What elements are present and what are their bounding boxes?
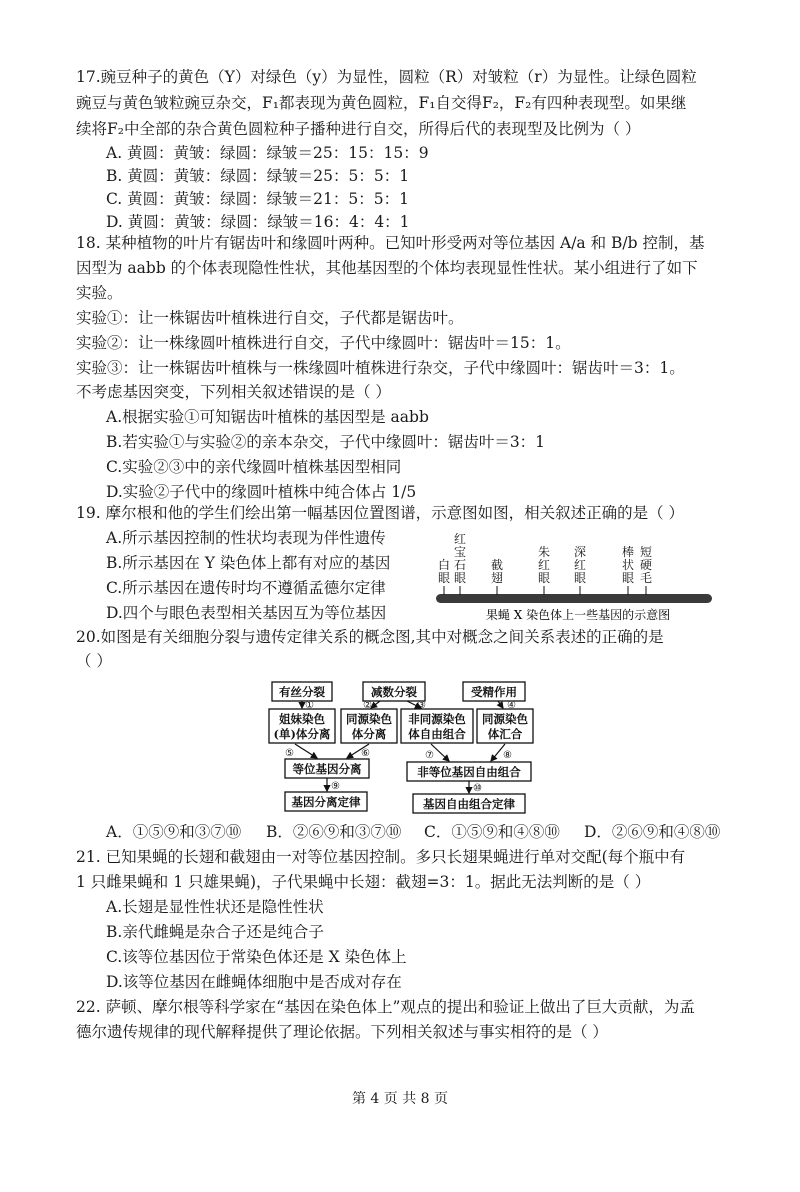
svg-text:截: 截	[490, 558, 504, 572]
svg-text:眼: 眼	[453, 571, 467, 585]
q21-stem-line-2: 1 只雌果蝇和 1 只雄果蝇)，子代果蝇中长翅：截翅=3：1。据此无法判断的是（ ）	[76, 873, 651, 891]
svg-text:有丝分裂: 有丝分裂	[279, 685, 325, 699]
q17-stem-line-3: 续将F₂中全部的杂合黄色圆粒种子播种进行自交，所得后代的表现型及比例为（ ）	[76, 120, 641, 138]
svg-text:深: 深	[573, 545, 587, 559]
q20-option-c: C．①⑤⑨和④⑧⑩	[424, 823, 560, 841]
svg-text:基因分离定律: 基因分离定律	[291, 795, 361, 809]
q17-option-b: B. 黄圆：黄皱：绿圆：绿皱＝25：5：5：1	[106, 167, 410, 185]
svg-text:同源染色: 同源染色	[482, 712, 528, 726]
svg-text:⑦: ⑦	[425, 750, 434, 761]
svg-text:体汇合: 体汇合	[487, 727, 523, 741]
svg-text:基因自由组合定律: 基因自由组合定律	[423, 797, 515, 811]
svg-text:状: 状	[621, 558, 635, 572]
svg-text:⑤: ⑤	[285, 748, 294, 759]
q19-stem: 19. 摩尔根和他的学生们绘出第一幅基因位置图谱，示意图如图，相关叙述正确的是（ ）	[76, 504, 685, 522]
q22-stem-line-2: 德尔遗传规律的现代解释提供了理论依据。下列相关叙述与事实相符的是（ ）	[76, 1023, 608, 1041]
q18-option-b: B.若实验①与实验②的亲本杂交，子代中缘圆叶：锯齿叶＝3：1	[106, 433, 546, 451]
q18-option-d: D.实验②子代中的缘圆叶植株中纯合体占 1/5	[106, 483, 417, 501]
gene-label-ruby-eye	[454, 532, 466, 585]
svg-text:②: ②	[363, 700, 372, 711]
gene-label-bristle	[640, 545, 652, 585]
q20-stem-line-1: 20.如图是有关细胞分裂与遗传定律关系的概念图,其中对概念之间关系表述的正确的是	[76, 628, 664, 646]
q18-stem-line-1: 18. 某种植物的叶片有锯齿叶和缘圆叶两种。已知叶形受两对等位基因 A/a 和 B/b 控制，基	[76, 234, 705, 252]
svg-text:短: 短	[639, 545, 653, 559]
concept-map	[255, 678, 555, 818]
gene-label-bar-eye	[622, 544, 634, 585]
q21-stem-line-1: 21. 已知果蝇的长翅和截翅由一对等位基因控制。多只长翅果蝇进行单对交配(每个瓶中有	[76, 848, 686, 866]
gene-label-cut-wing	[491, 557, 503, 585]
q18-option-c: C.实验②③中的亲代缘圆叶植株基因型相同	[106, 458, 402, 476]
q18-stem-line-4: 不考虑基因突变，下列相关叙述错误的是（ ）	[76, 383, 391, 401]
svg-text:体分离: 体分离	[351, 727, 387, 741]
svg-text:宝: 宝	[453, 545, 467, 559]
q18-experiment-1: 实验①：让一株锯齿叶植株进行自交，子代都是锯齿叶。	[76, 309, 464, 327]
q17-stem-line-2: 豌豆与黄色皱粒豌豆杂交，F₁都表现为黄色圆粒，F₁自交得F₂，F₂有四种表现型。如果继	[76, 94, 687, 112]
chromosome-bar	[436, 594, 712, 603]
svg-text:④: ④	[507, 700, 516, 711]
q20-option-b: B．②⑥⑨和③⑦⑩	[266, 823, 402, 841]
q19-option-b: B.所示基因在 Y 染色体上都有对应的基因	[106, 554, 391, 572]
q18-experiment-3: 实验③：让一株锯齿叶植株与一株缘圆叶植株进行杂交，子代中缘圆叶：锯齿叶＝3：1。	[76, 359, 685, 377]
svg-text:⑥: ⑥	[361, 748, 370, 759]
svg-text:姐妹染色: 姐妹染色	[279, 712, 325, 726]
svg-text:朱: 朱	[537, 545, 551, 559]
q20-option-d: D．②⑥⑨和④⑧⑩	[584, 823, 721, 841]
q18-option-a: A.根据实验①可知锯齿叶植株的基因型是 aabb	[106, 408, 429, 426]
q18-stem-line-2: 因型为 aabb 的个体表现隐性性状，其他基因型的个体均表现显性性状。某小组进行了如下	[76, 259, 698, 277]
svg-text:减数分裂: 减数分裂	[371, 685, 417, 699]
q21-option-b: B.亲代雌蝇是杂合子还是纯合子	[106, 923, 324, 941]
q21-option-d: D.该等位基因在雌蝇体细胞中是否成对存在	[106, 973, 402, 991]
q19-option-c: C.所示基因在遗传时均不遵循孟德尔定律	[106, 579, 386, 597]
svg-text:等位基因分离: 等位基因分离	[292, 762, 362, 776]
svg-text:①: ①	[305, 700, 314, 711]
x-chromosome-figure	[430, 518, 730, 628]
gene-label-white-eye	[438, 558, 450, 585]
svg-text:棒: 棒	[621, 545, 635, 559]
q17-option-c: C. 黄圆：黄皱：绿圆：绿皱＝21：5：5：1	[106, 190, 409, 208]
svg-text:红: 红	[453, 532, 467, 546]
gene-label-carmine-eye	[574, 545, 586, 585]
q19-option-d: D.四个与眼色表型相关基因互为等位基因	[106, 604, 387, 622]
svg-text:眼: 眼	[573, 571, 587, 585]
svg-text:眼: 眼	[621, 571, 635, 585]
svg-text:石: 石	[453, 558, 467, 572]
svg-text:红: 红	[573, 558, 587, 572]
svg-text:③: ③	[417, 700, 426, 711]
q18-experiment-2: 实验②：让一株缘圆叶植株进行自交，子代中缘圆叶：锯齿叶＝15：1。	[76, 334, 571, 352]
figure-caption: 果蝇 X 染色体上一些基因的示意图	[485, 608, 671, 622]
svg-text:白: 白	[437, 558, 451, 572]
q19-option-a: A.所示基因控制的性状均表现为伴性遗传	[106, 529, 386, 547]
q17-option-d: D. 黄圆：黄皱：绿圆：绿皱＝16：4：4：1	[106, 213, 410, 231]
svg-text:硬: 硬	[639, 558, 653, 572]
page-number: 第 4 页 共 8 页	[351, 1091, 449, 1107]
svg-text:体自由组合: 体自由组合	[408, 727, 466, 741]
q17-stem-line-1: 17.豌豆种子的黄色（Y）对绿色（y）为显性，圆粒（R）对皱粒（r）为显性。让绿色圆粒	[76, 68, 697, 86]
svg-text:翅: 翅	[490, 571, 504, 585]
q18-stem-line-3: 实验。	[76, 284, 123, 302]
svg-text:受精作用: 受精作用	[471, 685, 517, 699]
svg-text:⑩: ⑩	[473, 783, 482, 794]
svg-text:(单)体分离: (单)体分离	[273, 727, 331, 741]
gene-label-vermilion-eye	[538, 544, 550, 585]
svg-text:非等位基因自由组合: 非等位基因自由组合	[417, 765, 521, 779]
q20-stem-line-2: （ ）	[76, 652, 112, 670]
svg-text:眼: 眼	[537, 571, 551, 585]
svg-text:眼: 眼	[437, 571, 451, 585]
q21-option-a: A.长翅是显性性状还是隐性性状	[106, 898, 324, 916]
q22-stem-line-1: 22. 萨顿、摩尔根等科学家在“基因在染色体上”观点的提出和验证上做出了巨大贡献，为孟	[76, 998, 695, 1016]
q17-option-a: A. 黄圆：黄皱：绿圆：绿皱＝25：15：15：9	[106, 144, 429, 162]
svg-text:同源染色: 同源染色	[346, 712, 392, 726]
q21-option-c: C.该等位基因位于常染色体还是 X 染色体上	[106, 948, 407, 966]
svg-text:毛: 毛	[639, 571, 653, 585]
svg-text:⑨: ⑨	[331, 781, 340, 792]
q20-option-a: A．①⑤⑨和③⑦⑩	[106, 823, 242, 841]
svg-text:红: 红	[537, 558, 551, 572]
svg-text:非同源染色: 非同源染色	[408, 712, 466, 726]
svg-text:⑧: ⑧	[503, 750, 512, 761]
